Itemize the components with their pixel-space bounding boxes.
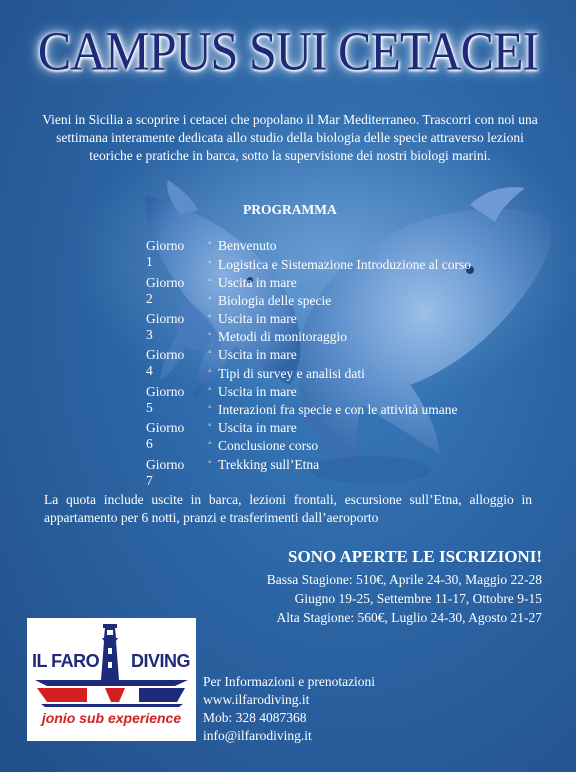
quota-paragraph: La quota include uscite in barca, lezioni frontali, escursione sull’Etna, alloggio in appartamento per 6 notti, pranzi e trasferimenti dall’aeroporto bbox=[44, 492, 532, 525]
bullet-icon: ◦ bbox=[208, 384, 212, 395]
activity: Conclusione corso bbox=[218, 438, 319, 453]
bullet-icon: ◦ bbox=[208, 420, 212, 431]
prices-block bbox=[142, 570, 542, 627]
bullet-icon: ◦ bbox=[208, 329, 212, 340]
day-label: Giorno 7 bbox=[146, 457, 185, 488]
contacts-block bbox=[203, 673, 375, 745]
price-line: Alta Stagione: 560€, Luglio 24-30, Agosto 21-27 bbox=[276, 610, 542, 625]
activity: Uscita in mare bbox=[218, 347, 297, 362]
day-label: Giorno 3 bbox=[146, 311, 185, 342]
day-label: Giorno 2 bbox=[146, 275, 185, 306]
activity: Metodi di monitoraggio bbox=[218, 329, 347, 344]
email-link[interactable]: info@ilfarodiving.it bbox=[203, 728, 312, 743]
bullet-icon: ◦ bbox=[208, 293, 212, 304]
activity: Uscita in mare bbox=[218, 311, 297, 326]
logo-tagline: jonio sub experience bbox=[41, 710, 182, 726]
activity: Benvenuto bbox=[218, 238, 277, 253]
day-label: Giorno 5 bbox=[146, 384, 185, 415]
logo-name-left: IL FARO bbox=[32, 651, 100, 671]
bullet-icon: ◦ bbox=[208, 257, 212, 268]
bullet-icon: ◦ bbox=[208, 457, 212, 468]
activity: Biologia delle specie bbox=[218, 293, 332, 308]
activity: Logistica e Sistemazione Introduzione al corso bbox=[218, 257, 472, 272]
activity: Uscita in mare bbox=[218, 275, 297, 290]
bullet-icon: ◦ bbox=[208, 238, 212, 249]
day-label: Giorno 1 bbox=[146, 238, 185, 269]
activity: Interazioni fra specie e con le attività umane bbox=[218, 402, 458, 417]
activity: Uscita in mare bbox=[218, 384, 297, 399]
price-line: Bassa Stagione: 510€, Aprile 24-30, Maggio 22-28 bbox=[266, 572, 542, 587]
price-line: Giugno 19-25, Settembre 11-17, Ottobre 9-15 bbox=[294, 591, 542, 606]
intro-paragraph: Vieni in Sicilia a scoprire i cetacei che popolano il Mar Mediterraneo. Trascorri con noi una settimana interamente dedicata allo studio della biologia delle specie attraverso lezioni teoriche e pratiche in barca, sotto la supervisione dei nostri biologi marini. bbox=[42, 112, 538, 163]
bullet-icon: ◦ bbox=[208, 402, 212, 413]
activity: Trekking sull’Etna bbox=[218, 457, 320, 472]
iscrizioni-heading: SONO APERTE LE ISCRIZIONI! bbox=[288, 547, 542, 566]
activity: Uscita in mare bbox=[218, 420, 297, 435]
website-link[interactable]: www.ilfarodiving.it bbox=[203, 692, 310, 707]
bullet-icon: ◦ bbox=[208, 366, 212, 377]
il-faro-diving-logo bbox=[27, 618, 196, 741]
bullet-icon: ◦ bbox=[208, 438, 212, 449]
page-title: CAMPUS SUI CETACEI bbox=[37, 20, 539, 82]
bullet-icon: ◦ bbox=[208, 311, 212, 322]
bullet-icon: ◦ bbox=[208, 347, 212, 358]
contacts-heading: Per Informazioni e prenotazioni bbox=[203, 674, 376, 689]
programma-heading: PROGRAMMA bbox=[243, 202, 337, 217]
activity: Tipi di survey e analisi dati bbox=[218, 366, 365, 381]
logo-name-right: DIVING bbox=[131, 651, 191, 671]
day-label: Giorno 6 bbox=[146, 420, 185, 451]
day-label: Giorno 4 bbox=[146, 347, 185, 378]
phone-number: Mob: 328 4087368 bbox=[203, 710, 307, 725]
bullet-icon: ◦ bbox=[208, 275, 212, 286]
